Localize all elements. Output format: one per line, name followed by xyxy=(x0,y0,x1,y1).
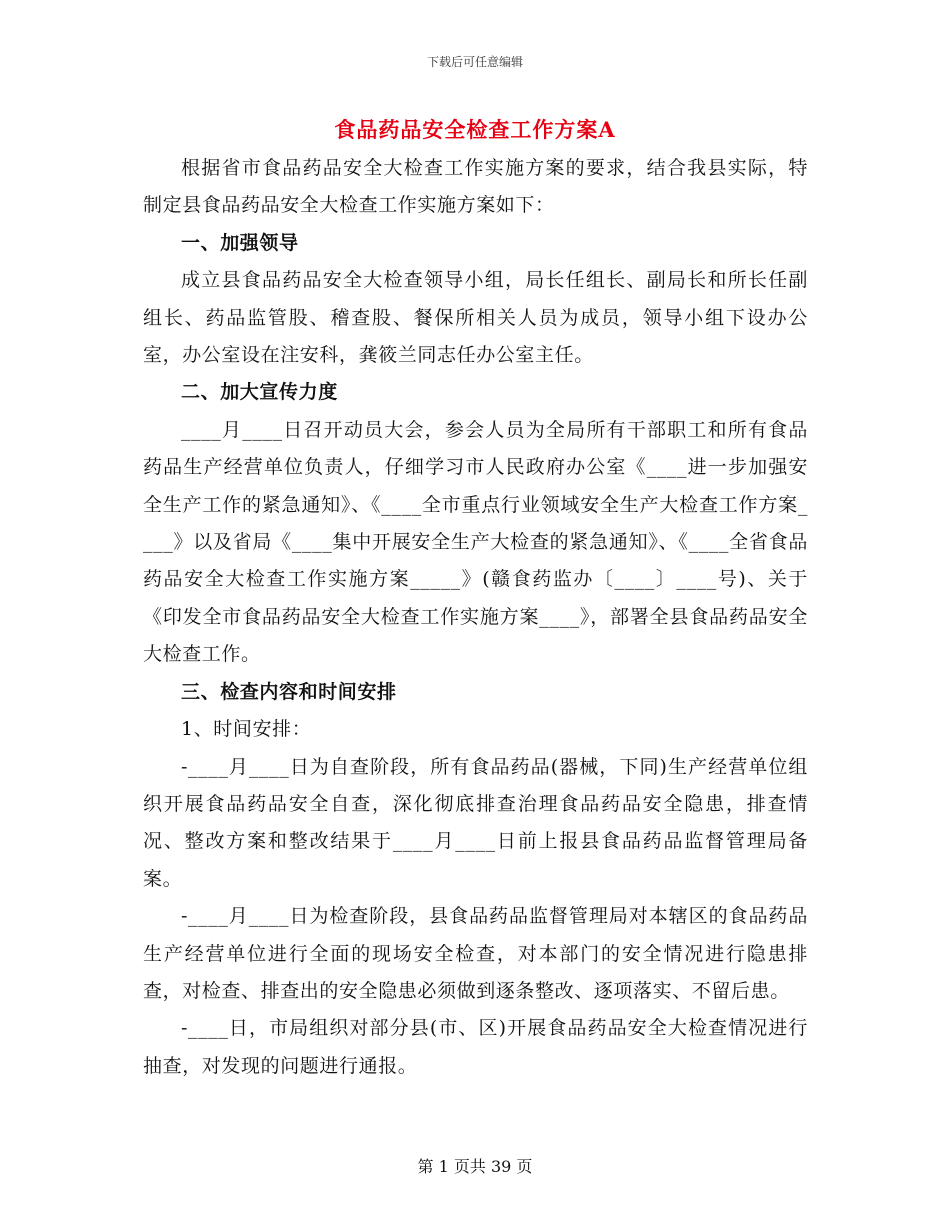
document-body xyxy=(143,150,808,1085)
leadership-paragraph: 成立县食品药品安全大检查领导小组，局长任组长、副局长和所长任副组长、药品监管股、稽查股、餐保所相关人员为成员，领导小组下设办公室，办公室设在注安科，龚筱兰同志任办公室主任。 xyxy=(143,269,808,367)
section-heading-leadership: 一、加强领导 xyxy=(181,231,299,254)
intro-paragraph: 根据省市食品药品安全大检查工作实施方案的要求，结合我县实际，特制定县食品药品安全大检查工作实施方案如下： xyxy=(143,157,808,217)
self-check-stage-paragraph: -____月____日为自查阶段，所有食品药品(器械，下同)生产经营单位组织开展食品药品安全自查，深化彻底排查治理食品药品安全隐患，排查情况、整改方案和整改结果于____月____日前上报县食品药品监督管理局备案。 xyxy=(143,755,808,890)
document-title: 食品药品安全检查工作方案A xyxy=(334,117,616,142)
schedule-subheading: 1、时间安排： xyxy=(181,718,312,741)
publicity-paragraph: ____月____日召开动员大会，参会人员为全局所有干部职工和所有食品药品生产经营单位负责人，仔细学习市人民政府办公室《____进一步加强安全生产工作的紧急通知》、《____全市重点行业领域安全生产大检查工作方案____》以及省局《____集中开展安全生产大检查的紧急通知》、《____全省食品药品安全大检查工作实施方案_____》(赣食药监办〔____〕____号)、关于《印发全市食品药品安全大检查工作实施方案____》，部署全县食品药品安全大检查工作。 xyxy=(143,418,808,666)
header-note: 下载后可任意编辑 xyxy=(426,55,523,69)
section-heading-inspection: 三、检查内容和时间安排 xyxy=(181,680,397,703)
inspection-stage-paragraph: -____月____日为检查阶段，县食品药品监督管理局对本辖区的食品药品生产经营单位进行全面的现场安全检查，对本部门的安全情况进行隐患排查，对检查、排查出的安全隐患必须做到逐条整改、逐项落实、不留后患。 xyxy=(143,905,808,1002)
page-footer: 第 1 页共 39 页 xyxy=(417,1157,533,1176)
section-heading-publicity: 二、加大宣传力度 xyxy=(181,381,338,404)
spot-check-paragraph: -____日，市局组织对部分县(市、区)开展食品药品安全大检查情况进行抽查，对发现的问题进行通报。 xyxy=(143,1017,808,1077)
